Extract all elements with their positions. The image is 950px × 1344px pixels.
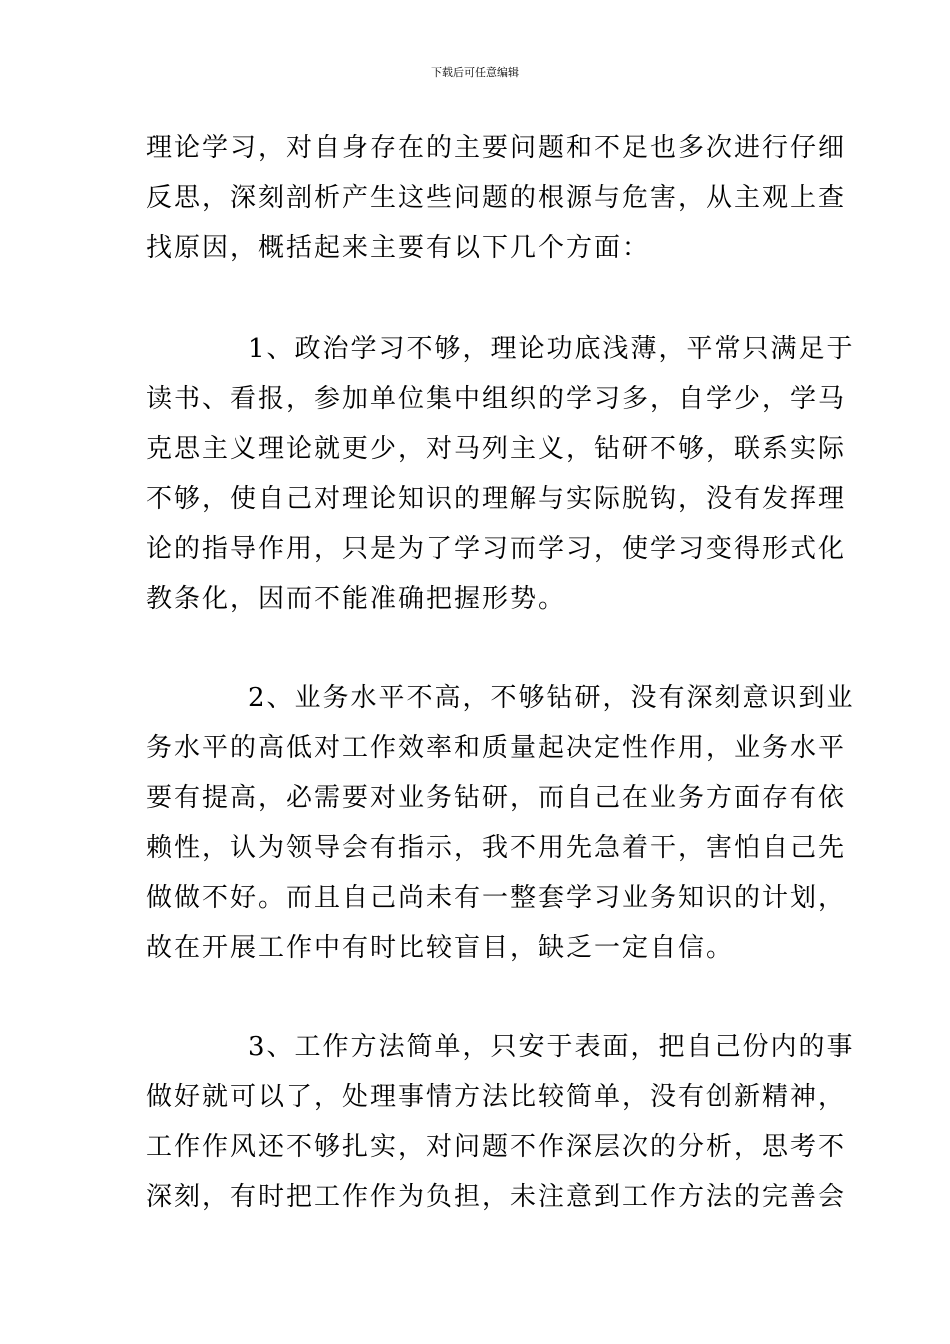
text-line: 1、政治学习不够，理论功底浅薄，平常只满足于 xyxy=(248,334,855,364)
text-line: 克思主义理论就更少，对马列主义，钻研不够，联系实际 xyxy=(146,434,847,464)
page-header: 下载后可任意编辑 xyxy=(431,66,519,79)
text-line: 找原因，概括起来主要有以下几个方面： xyxy=(146,233,651,263)
text-line: 要有提高，必需要对业务钻研，而自己在业务方面存有依 xyxy=(146,783,847,813)
text-line: 故在开展工作中有时比较盲目，缺乏一定自信。 xyxy=(146,933,735,963)
text-line: 工作作风还不够扎实，对问题不作深层次的分析，思考不 xyxy=(146,1132,847,1162)
text-line: 深刻，有时把工作作为负担，未注意到工作方法的完善会 xyxy=(146,1182,847,1212)
text-line: 2、业务水平不高，不够钻研，没有深刻意识到业 xyxy=(248,683,855,713)
text-line: 3、工作方法简单，只安于表面，把自己份内的事 xyxy=(248,1032,855,1062)
text-line: 做好就可以了，处理事情方法比较简单，没有创新精神， xyxy=(146,1082,847,1112)
text-line: 不够，使自己对理论知识的理解与实际脱钩，没有发挥理 xyxy=(146,484,847,514)
text-line: 理论学习，对自身存在的主要问题和不足也多次进行仔细 xyxy=(146,133,847,163)
text-line: 务水平的高低对工作效率和质量起决定性作用，业务水平 xyxy=(146,733,847,763)
text-line: 读书、看报，参加单位集中组织的学习多，自学少，学马 xyxy=(146,384,847,414)
text-line: 教条化，因而不能准确把握形势。 xyxy=(146,584,567,614)
text-line: 论的指导作用，只是为了学习而学习，使学习变得形式化 xyxy=(146,534,847,564)
text-line: 做做不好。而且自己尚未有一整套学习业务知识的计划， xyxy=(146,883,847,913)
text-line: 赖性，认为领导会有指示，我不用先急着干，害怕自己先 xyxy=(146,833,847,863)
text-line: 反思，深刻剖析产生这些问题的根源与危害，从主观上查 xyxy=(146,183,847,213)
